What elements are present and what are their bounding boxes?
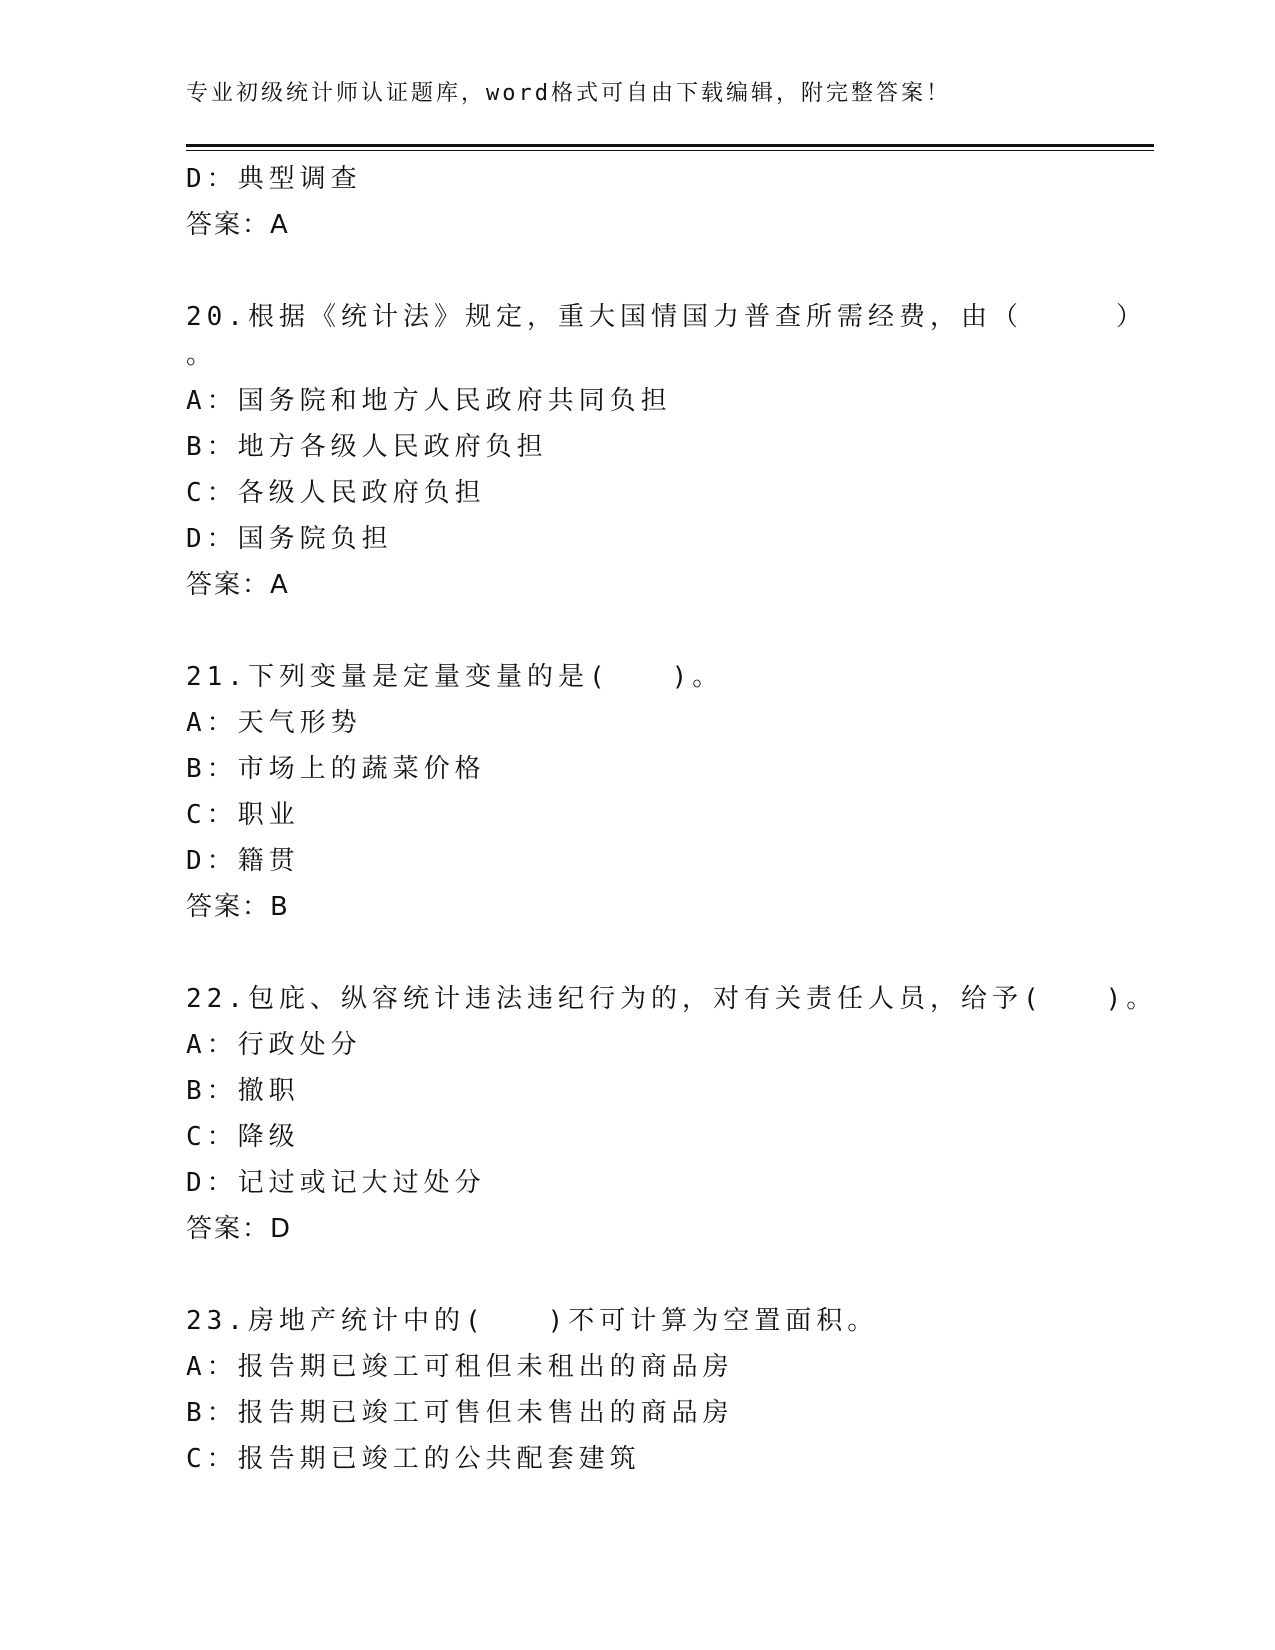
question-block xyxy=(186,294,1154,608)
option-a: A：行政处分 xyxy=(186,1030,362,1060)
question-block xyxy=(186,976,1158,1252)
answer-line: 答案：D xyxy=(186,1214,293,1244)
option-a: A：国务院和地方人民政府共同负担 xyxy=(186,386,672,416)
header-rule-thin xyxy=(186,150,1154,151)
question-stem: 23.房地产统计中的( )不可计算为空置面积。 xyxy=(186,1306,879,1336)
document-body xyxy=(186,156,1158,1482)
spacer xyxy=(186,1252,1154,1298)
option-c: C：降级 xyxy=(186,1122,300,1152)
answer-line: 答案：A xyxy=(186,210,290,240)
option-a: A：天气形势 xyxy=(186,708,362,738)
option-c: C：职业 xyxy=(186,800,300,830)
answer-line: 答案：B xyxy=(186,892,290,922)
option-b: B：报告期已竣工可售但未售出的商品房 xyxy=(186,1398,734,1428)
option-d: D：典型调查 xyxy=(186,164,362,194)
question-stem: 20.根据《统计法》规定，重大国情国力普查所需经费，由（ ） xyxy=(186,302,1147,332)
option-c: C：各级人民政府负担 xyxy=(186,478,486,508)
option-c: C：报告期已竣工的公共配套建筑 xyxy=(186,1444,641,1474)
question-stem: 21.下列变量是定量变量的是( )。 xyxy=(186,662,724,692)
header-rule-thick xyxy=(186,144,1154,147)
question-block xyxy=(186,654,1154,930)
page-header: 专业初级统计师认证题库，word格式可自由下载编辑，附完整答案！ xyxy=(186,81,951,106)
option-d: D：记过或记大过处分 xyxy=(186,1168,486,1198)
question-stem: 22.包庇、纵容统计违法违纪行为的，对有关责任人员，给予( )。 xyxy=(186,984,1158,1014)
option-d: D：国务院负担 xyxy=(186,524,393,554)
question-stem-continuation: 。 xyxy=(186,340,218,370)
question-block xyxy=(186,1298,1154,1482)
spacer xyxy=(186,930,1154,976)
option-a: A：报告期已竣工可租但未租出的商品房 xyxy=(186,1352,734,1382)
option-d: D：籍贯 xyxy=(186,846,300,876)
spacer xyxy=(186,248,1154,294)
answer-line: 答案：A xyxy=(186,570,290,600)
option-b: B：市场上的蔬菜价格 xyxy=(186,754,486,784)
spacer xyxy=(186,608,1154,654)
option-b: B：撤职 xyxy=(186,1076,300,1106)
option-b: B：地方各级人民政府负担 xyxy=(186,432,548,462)
